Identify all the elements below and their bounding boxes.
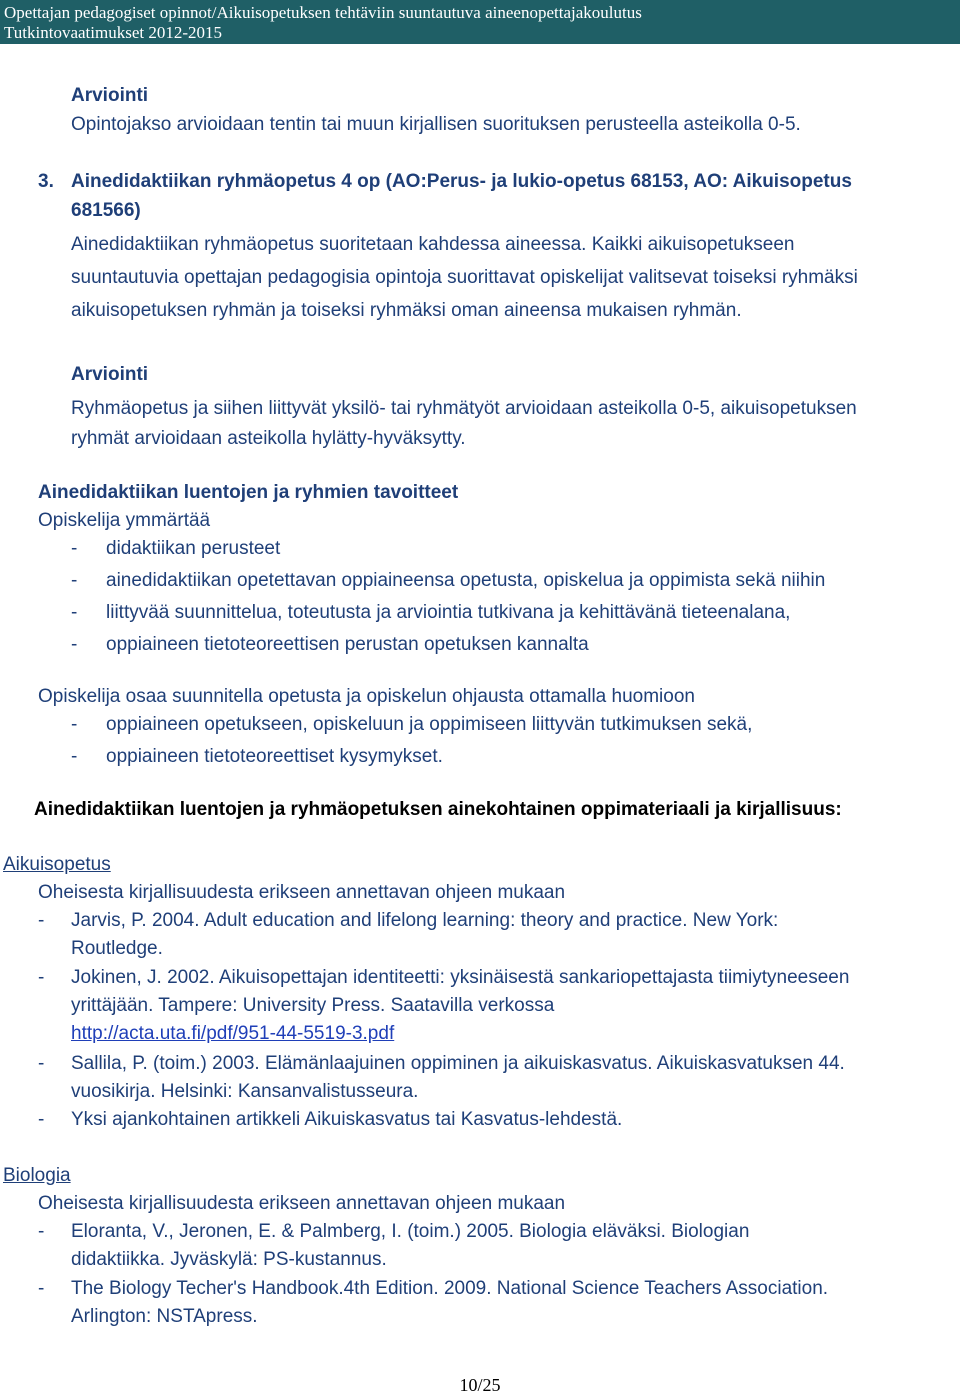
list-dash: - [71, 602, 78, 623]
list-dash: - [38, 1221, 45, 1242]
list-item: oppiaineen tietoteoreettiset kysymykset. [106, 746, 443, 767]
goals-can-plan: Opiskelija osaa suunnitella opetusta ja opiskelun ohjausta ottamalla huomioon [38, 686, 695, 707]
page-number: 10/25 [459, 1375, 501, 1395]
course-description: Ainedidaktiikan ryhmäopetus suoritetaan kahdessa aineessa. Kaikki aikuisopetukseen [71, 234, 795, 255]
assessment-heading: Arviointi [71, 85, 149, 106]
list-dash: - [71, 538, 78, 559]
goals-understands: Opiskelija ymmärtää [38, 510, 211, 531]
page-header [0, 0, 960, 44]
reference: Eloranta, V., Jeronen, E. & Palmberg, I. (toim.) 2005. Biologia eläväksi. Biologian [71, 1221, 750, 1242]
header-title: Opettajan pedagogiset opinnot/Aikuisopetuksen tehtäviin suuntautuva aineenopettajakoulutus [4, 3, 642, 22]
assessment-text: Opintojakso arvioidaan tentin tai muun kirjallisen suorituksen perusteella asteikolla 0-5. [71, 114, 801, 135]
assessment-heading: Arviointi [71, 364, 149, 385]
course-number: 3. [38, 171, 54, 192]
list-dash: - [38, 967, 45, 988]
section-title-adult: Aikuisopetus [3, 854, 111, 875]
list-dash: - [71, 746, 78, 767]
header-subtitle: Tutkintovaatimukset 2012-2015 [4, 23, 223, 42]
list-dash: - [71, 714, 78, 735]
reference: Jokinen, J. 2002. Aikuisopettajan identiteetti: yksinäisestä sankariopettajasta tiimiytyneeseen [71, 967, 850, 988]
section-title-biology: Biologia [3, 1165, 71, 1186]
reference: Sallila, P. (toim.) 2003. Elämänlaajuinen oppiminen ja aikuiskasvatus. Aikuiskasvatuksen 44. [71, 1053, 845, 1074]
list-item: oppiaineen opetukseen, opiskeluun ja oppimiseen liittyvän tutkimuksen sekä, [106, 714, 753, 735]
course-description: aikuisopetuksen ryhmän ja toiseksi ryhmäksi oman aineensa mukaisen ryhmän. [71, 300, 742, 321]
materials-heading: Ainedidaktiikan luentojen ja ryhmäopetuksen ainekohtainen oppimateriaali ja kirjallisuus: [34, 799, 842, 820]
list-dash: - [71, 570, 78, 591]
reference-link[interactable]: http://acta.uta.fi/pdf/951-44-5519-3.pdf [71, 1023, 395, 1044]
reference: Jarvis, P. 2004. Adult education and lifelong learning: theory and practice. New York: [71, 910, 779, 931]
reference: Yksi ajankohtainen artikkeli Aikuiskasvatus tai Kasvatus-lehdestä. [71, 1109, 623, 1130]
list-dash: - [38, 1109, 45, 1130]
goals-heading: Ainedidaktiikan luentojen ja ryhmien tavoitteet [38, 482, 459, 503]
list-dash: - [38, 1053, 45, 1074]
list-item: ainedidaktiikan opetettavan oppiaineensa opetusta, opiskelua ja oppimista sekä niihin [106, 570, 826, 591]
list-item: didaktiikan perusteet [106, 538, 281, 559]
reference: Routledge. [71, 938, 163, 959]
reference: yrittäjään. Tampere: University Press. Saatavilla verkossa [71, 995, 555, 1016]
course-title-cont: 681566) [71, 200, 141, 221]
section-intro: Oheisesta kirjallisuudesta erikseen annettavan ohjeen mukaan [38, 882, 566, 903]
list-item: oppiaineen tietoteoreettisen perustan opetuksen kannalta [106, 634, 589, 655]
reference: The Biology Techer's Handbook.4th Edition. 2009. National Science Teachers Association. [71, 1278, 829, 1299]
reference: Arlington: NSTApress. [71, 1306, 258, 1327]
reference: didaktiikka. Jyväskylä: PS-kustannus. [71, 1249, 387, 1270]
list-item: liittyvää suunnittelua, toteutusta ja arviointia tutkivana ja kehittävänä tieteenalana, [106, 602, 791, 623]
list-dash: - [38, 1278, 45, 1299]
assessment-text: ryhmät arvioidaan asteikolla hylätty-hyväksytty. [71, 428, 466, 449]
list-dash: - [38, 910, 45, 931]
course-title: Ainedidaktiikan ryhmäopetus 4 op (AO:Perus- ja lukio-opetus 68153, AO: Aikuisopetus [71, 171, 852, 192]
reference: vuosikirja. Helsinki: Kansanvalistusseura. [71, 1081, 419, 1102]
assessment-text: Ryhmäopetus ja siihen liittyvät yksilö- tai ryhmätyöt arvioidaan asteikolla 0-5, aikuisopetuksen [71, 398, 857, 419]
section-intro: Oheisesta kirjallisuudesta erikseen annettavan ohjeen mukaan [38, 1193, 566, 1214]
course-description: suuntautuvia opettajan pedagogisia opintoja suorittavat opiskelijat valitsevat toiseksi ryhmäksi [71, 267, 858, 288]
list-dash: - [71, 634, 78, 655]
